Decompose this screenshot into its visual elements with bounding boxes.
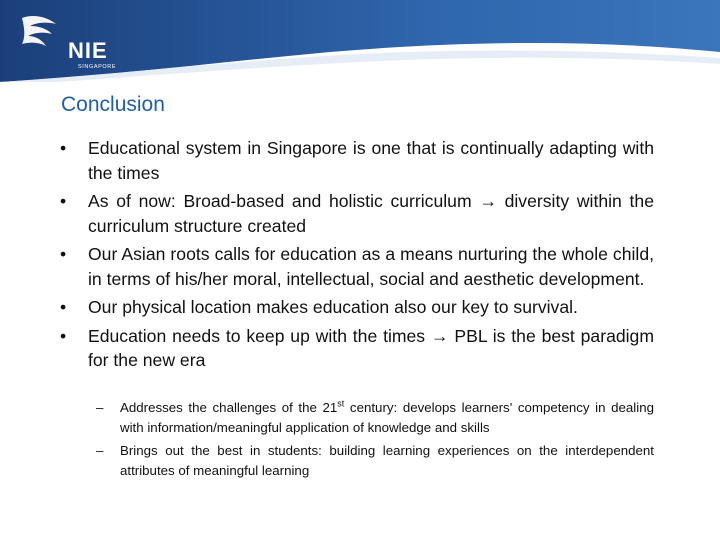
bullet-marker: • [60,325,67,346]
bullet-marker: • [60,297,67,317]
bullet-marker: • [60,191,67,211]
slide-title: Conclusion [61,93,165,116]
ordinal-superscript: st [337,398,345,409]
bullet-text: Our Asian roots calls for education as a means nurturing the whole child, in terms of his/her moral, intellectual, social and aesthetic development. [88,244,654,289]
sub-bullet-text-end: century: develops learners' competency in dealing with information/meaningful application of knowledge and skills [120,400,654,435]
sub-bullet-item [96,398,654,437]
lion-emblem-icon [16,12,60,52]
sub-bullet-marker: – [96,400,104,415]
logo-wordmark: NIE [68,38,108,63]
bullet-list [60,136,654,377]
bullet-text: Educational system in Singapore is one that is continually adapting with the times [88,138,654,183]
logo-subtitle: SINGAPORE [78,64,117,70]
bullet-item [60,324,654,373]
slide-header-banner [0,0,720,82]
sub-bullet-text [120,400,654,435]
bullet-item [60,242,654,291]
sub-bullet-marker: – [96,443,104,458]
bullet-marker: • [60,138,67,158]
bullet-text: As of now: Broad-based and holistic curriculum → diversity within the curriculum structure created [88,191,654,236]
bullet-text: Education needs to keep up with the times → PBL is the best paradigm for the new era [88,325,654,370]
bullet-item [60,189,654,238]
nie-logo [16,12,117,70]
sub-bullet-text-start: Addresses the challenges of the 21 [120,400,338,415]
bullet-text: Our physical location makes education also our key to survival. [88,297,578,317]
bullet-marker: • [60,244,67,264]
sub-bullet-text: Brings out the best in students: building learning experiences on the interdependent attributes of meaningful learning [120,443,654,478]
bullet-item [60,136,654,185]
sub-bullet-list [96,398,654,484]
sub-bullet-item [96,441,654,480]
bullet-item [60,295,654,320]
